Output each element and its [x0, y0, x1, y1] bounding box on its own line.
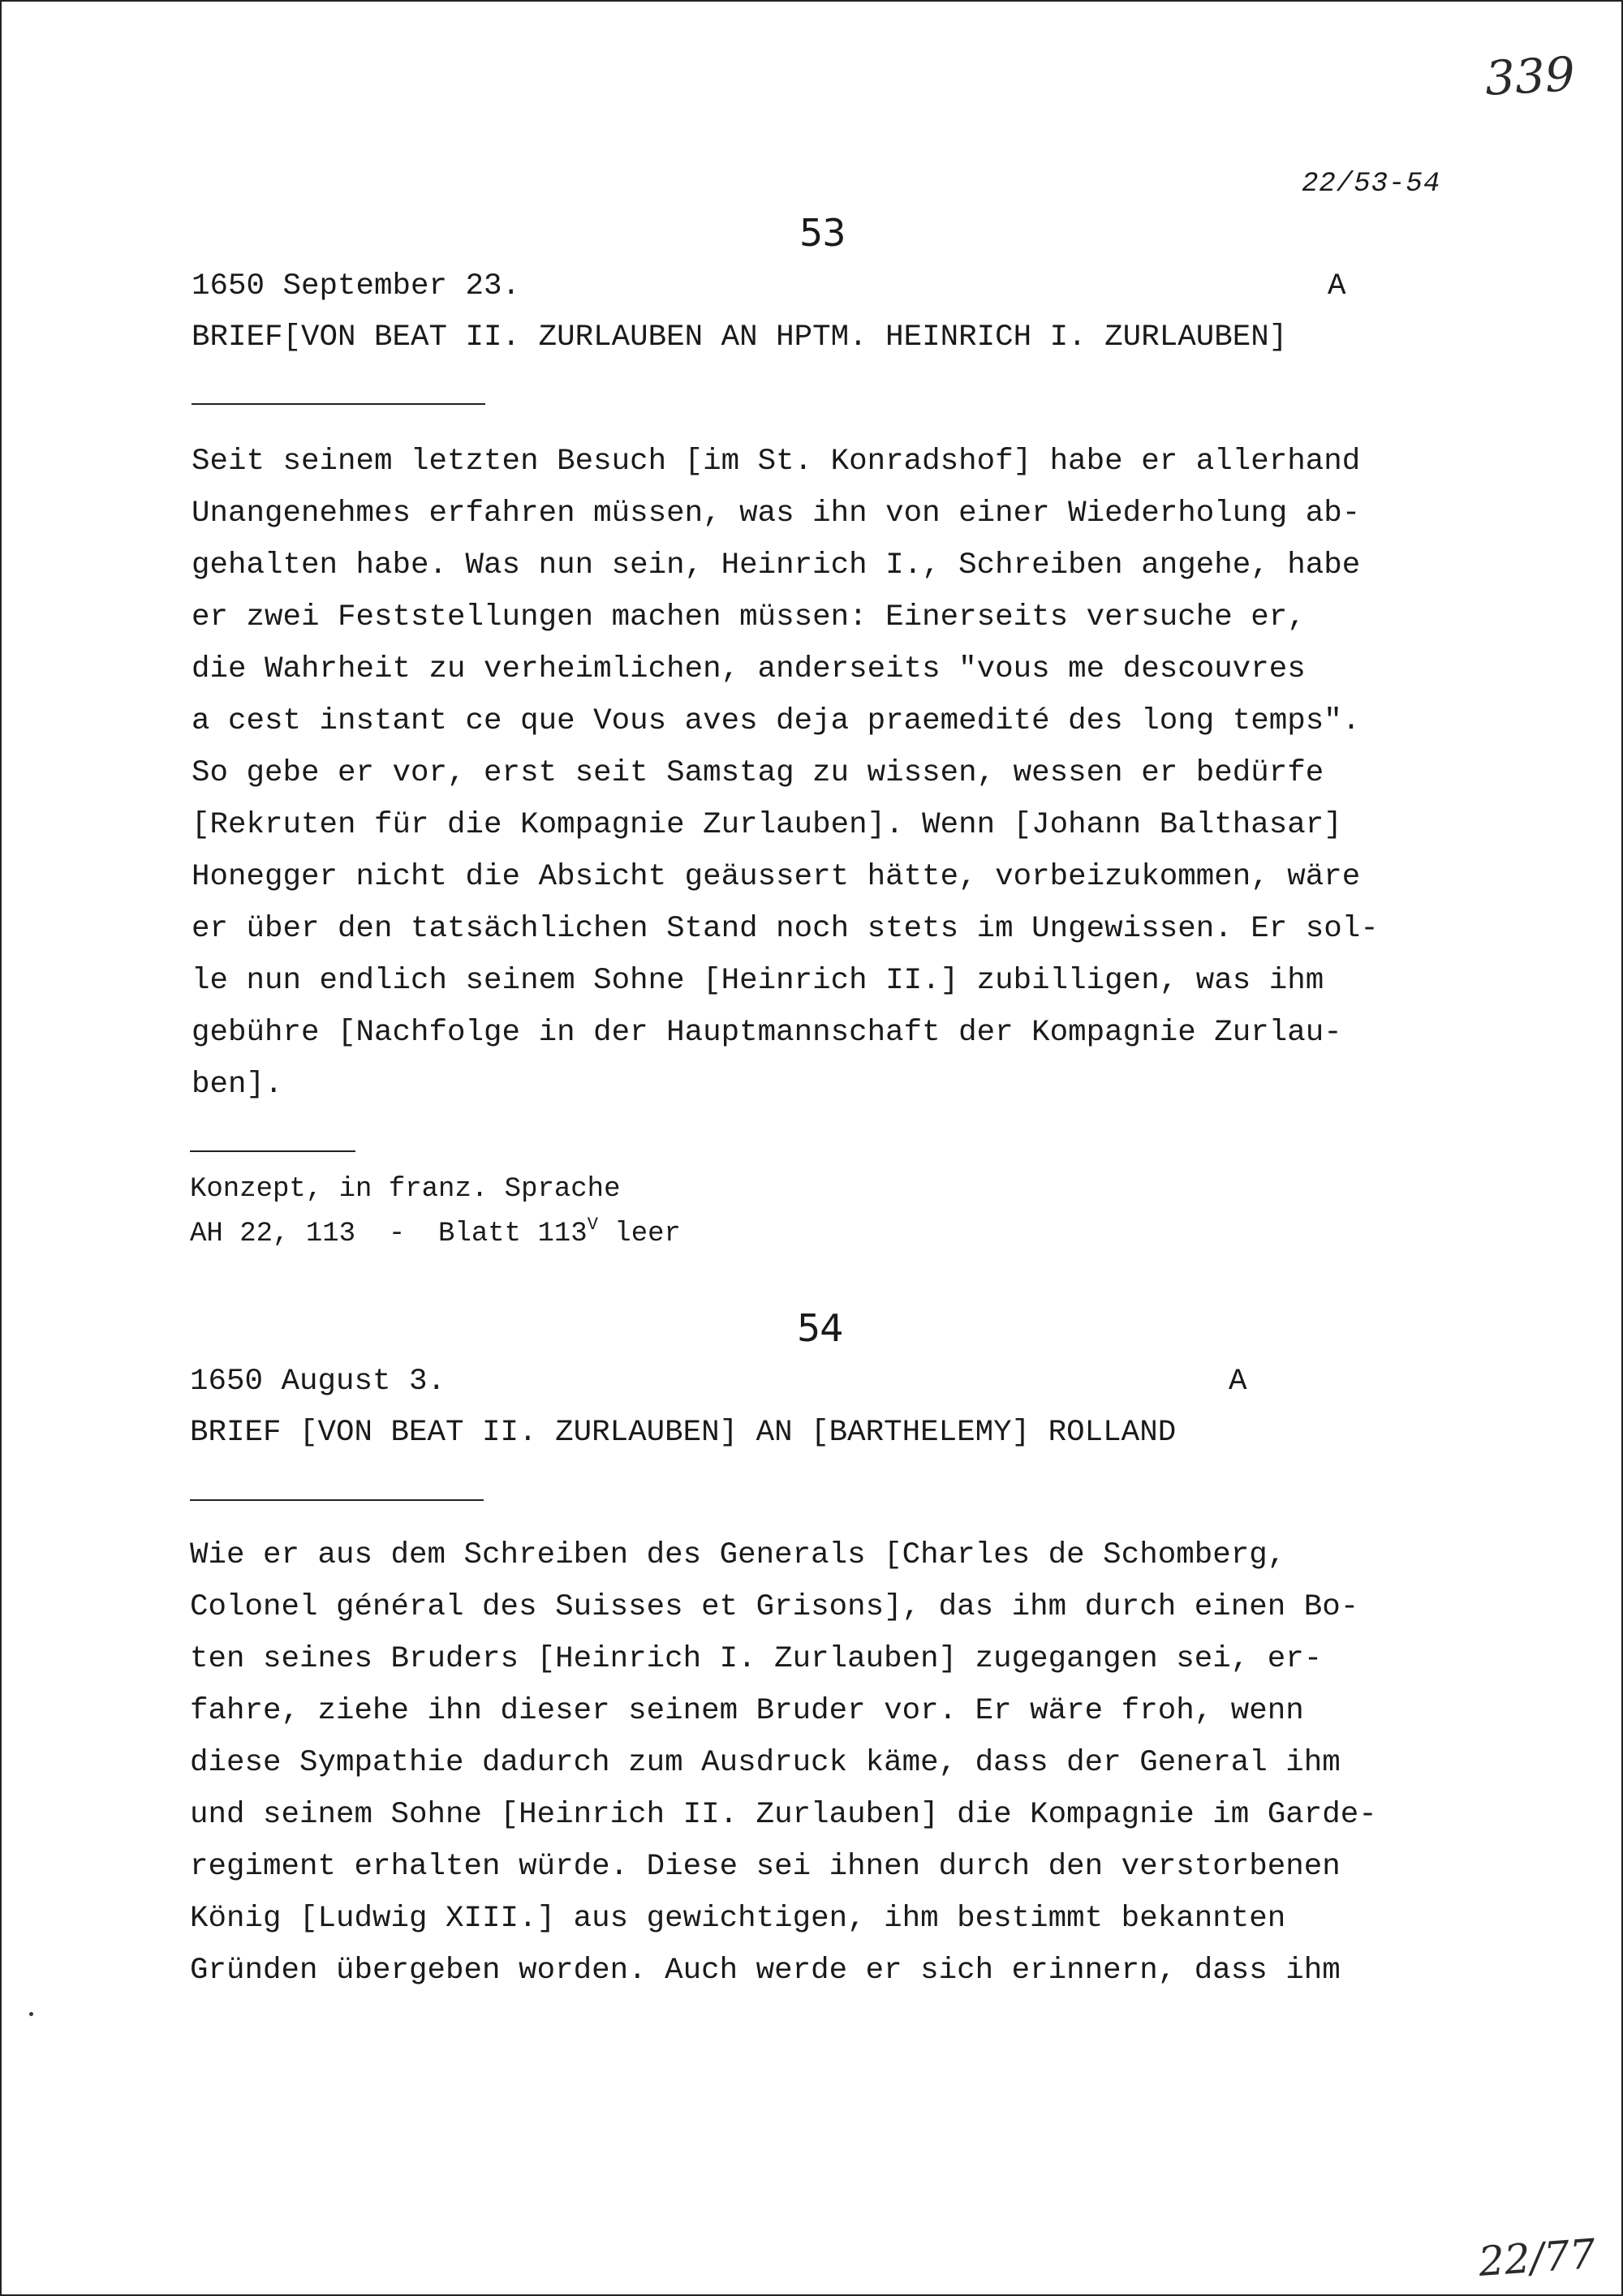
entry-date: 1650 September 23.: [192, 269, 521, 303]
summary-line: Colonel général des Suisses et Grisons], das ihm durch einen Bo-: [190, 1590, 1359, 1624]
summary-line: fahre, ziehe ihn dieser seinem Bruder vor. Er wäre froh, wenn: [190, 1694, 1304, 1728]
page-speck: [29, 2012, 33, 2016]
summary-line: König [Ludwig XIII.] aus gewichtigen, ihm bestimmt bekannten: [190, 1902, 1286, 1936]
archive-reference: 22/53-54: [1302, 169, 1441, 200]
handwritten-folio-mark: 22/77: [1477, 2230, 1597, 2285]
entry-summary: [192, 436, 1379, 1111]
summary-line: So gebe er vor, erst seit Samstag zu wissen, wessen er bedürfe: [192, 756, 1324, 790]
summary-line: [Rekruten für die Kompagnie Zurlauben]. Wenn [Johann Balthasar]: [192, 808, 1342, 842]
summary-line: Wie er aus dem Schreiben des Generals [Charles de Schomberg,: [190, 1538, 1286, 1572]
entry-summary: [190, 1529, 1377, 1997]
summary-line: ben].: [192, 1068, 283, 1102]
note-archive: [190, 1207, 681, 1249]
section-rule: [190, 1499, 484, 1501]
summary-line: er zwei Feststellungen machen müssen: Einerseits versuche er,: [192, 600, 1306, 634]
summary-line: Unangenehmes erfahren müssen, was ihn von einer Wiederholung ab-: [192, 497, 1361, 531]
note-archive-text: AH 22, 113 - Blatt 113: [190, 1219, 588, 1249]
section-rule: [192, 403, 485, 405]
summary-line: gehalten habe. Was nun sein, Heinrich I., Schreiben angehe, habe: [192, 548, 1361, 583]
entry-date: 1650 August 3.: [190, 1365, 446, 1399]
entry-letter: A: [1328, 269, 1346, 303]
summary-line: a cest instant ce que Vous aves deja praemedité des long temps".: [192, 704, 1361, 738]
summary-line: Gründen übergeben worden. Auch werde er sich erinnern, dass ihm: [190, 1954, 1341, 1988]
handwritten-page-number: 339: [1483, 46, 1577, 106]
summary-line: er über den tatsächlichen Stand noch stets im Ungewissen. Er sol-: [192, 912, 1379, 946]
summary-line: Seit seinem letzten Besuch [im St. Konradshof] habe er allerhand: [192, 445, 1361, 479]
note-rule: [190, 1150, 355, 1152]
summary-line: Honegger nicht die Absicht geäussert hätte, vorbeizukommen, wäre: [192, 860, 1361, 894]
entry-number: 54: [797, 1306, 843, 1350]
note-source: Konzept, in franz. Sprache: [190, 1174, 621, 1205]
summary-line: ten seines Bruders [Heinrich I. Zurlauben] zugegangen sei, er-: [190, 1642, 1323, 1676]
entry-title: BRIEF [VON BEAT II. ZURLAUBEN] AN [BARTHELEMY] ROLLAND: [190, 1416, 1177, 1450]
entry-number: 53: [799, 211, 846, 255]
summary-line: und seinem Sohne [Heinrich II. Zurlauben] die Kompagnie im Garde-: [190, 1798, 1377, 1832]
entry-letter: A: [1229, 1365, 1247, 1399]
verso-mark: V: [587, 1215, 598, 1235]
summary-line: die Wahrheit zu verheimlichen, anderseits "vous me descouvres: [192, 652, 1306, 686]
note-archive-suffix: leer: [597, 1219, 681, 1249]
summary-line: diese Sympathie dadurch zum Ausdruck käme, dass der General ihm: [190, 1746, 1341, 1780]
entry-notes: [190, 1172, 681, 1249]
entry-title: BRIEF[VON BEAT II. ZURLAUBEN AN HPTM. HEINRICH I. ZURLAUBEN]: [192, 320, 1288, 355]
summary-line: gebühre [Nachfolge in der Hauptmannschaft der Kompagnie Zurlau-: [192, 1016, 1342, 1050]
summary-line: le nun endlich seinem Sohne [Heinrich II.] zubilligen, was ihm: [192, 964, 1324, 998]
summary-line: regiment erhalten würde. Diese sei ihnen durch den verstorbenen: [190, 1850, 1341, 1884]
